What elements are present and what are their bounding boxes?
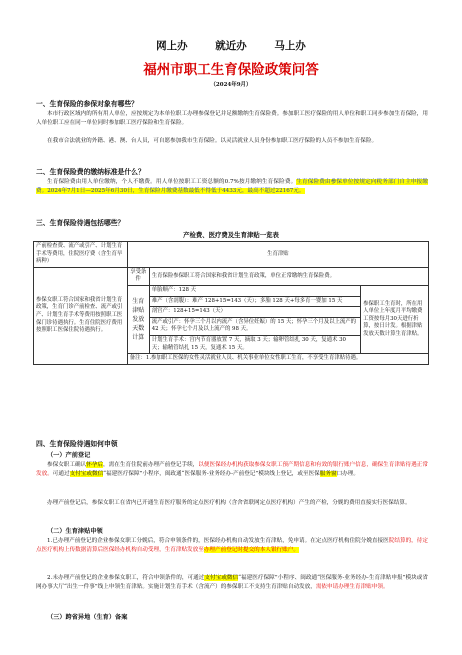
document-date: （2024年9月）: [210, 82, 252, 88]
table-title: 产检费、医疗费及生育津贴一览表: [183, 231, 279, 239]
section-1-heading: 一、生育保险的参保对象有哪些？: [36, 100, 138, 108]
table-cell-enjoy-label: 享受条件: [127, 267, 149, 285]
table-cell-expenses-header: 产前检查费、流产或引产、计划生育手术等费用，住院医疗费（含生育早病种）: [34, 242, 128, 268]
allowance-text-a: 1.已办理产前登记的企业参保女职工分娩后，符合申领条件的，医保经办机构自动发放生育津贴，免申请。在定点医疗机构住院分娩直接医: [47, 538, 389, 544]
section-2-paragraph: [36, 178, 428, 196]
section-4-paragraph-2: 办理产前登记后，参保女职工在省内已开通生育医疗服务的定点医疗机构（含舍省联网定点医疗机构）产生的产检，分娩的费用直接实行医保结算。: [47, 500, 411, 506]
slogan-line: [0, 38, 462, 53]
table-row: [34, 242, 429, 268]
section-4-paragraph-4: [36, 574, 428, 592]
document-title: 福州市职工生育保险政策问答: [143, 62, 319, 78]
allowance-red-text-1: 院结算的，待定点医疗机构上传数据清算后医保经办机构自动受理，生育津贴发放至: [36, 538, 428, 553]
prenatal-red-text: 以便医保经办机构获取参保女职工预产期信息和有效的银行账户信息，确保生育津贴待遇正常发放。: [36, 462, 428, 477]
table-cell-enjoy-text: 生育保险参保职工符合国家和我省计划生育政策，单位正常缴纳生育保险费。: [149, 267, 428, 285]
slogan-nearby: 就近办: [215, 40, 247, 52]
claim-text-a: 2.未办理产前登记的企业参保女职工，符合申领条件的，可通过: [47, 575, 205, 581]
table-cell-days-label: 生育津贴发放天数计算: [127, 285, 149, 353]
table-cell-miscarriage: 流产或引产：怀孕三个月以内流产（含异位妊娠）的 15 天；怀孕三个月及以上流产的 42 天；怀孕七个月及以上流产的 98 天。: [149, 317, 360, 335]
subsection-prenatal-registration: （一）产前登记: [47, 452, 91, 459]
prenatal-text-d: “福建医疗保障”小程序，闽政通“医保服务-业务经办-产前登记”模块线上登记，或至医保: [103, 471, 320, 477]
tax-declaration-highlight: 生育保险费由參保单位按规定向税务部门自主申报缴费。: [36, 179, 428, 194]
section-3-heading: 三、生育保险待遇包括哪些？: [36, 219, 125, 227]
section-4-paragraph-1: [36, 461, 428, 479]
slogan-immediate: 马上办: [274, 40, 306, 52]
claim-text-b: “福建医疗保障”小程序、闽政通“医保服务-业务经办-生育津贴申报”模块或省网办事大厅“出生一件事”线上申领生育津贴。实施计划生育手术（含流产）的参保职工不支持生育津贴自动发放，: [36, 575, 428, 590]
table-cell-caesarean: 剖宫产：128+15=143（天）: [149, 307, 360, 318]
section-4-heading: 四、生育保险待遇如何申领: [36, 440, 118, 448]
slogan-online: 网上办: [156, 40, 188, 52]
benefits-table: [33, 241, 429, 365]
contribution-base-highlight: 2024年7月1日—2025年6月30日，生育保险月缴费基数最低不得低于4433元，最高不超过22167元。: [47, 188, 305, 194]
service-window-highlight: 服务窗: [319, 471, 337, 477]
alipay-wechat-highlight: 支付宝或微信: [69, 471, 104, 477]
table-cell-medical-benefits: 参保女职工符合国家和我省计划生育政策，生育门诊产前检查、流产或引产、计划生育手术等费用按照职工医保门诊待遇执行。生育住院医疗费用按照职工医保住院待遇执行。: [34, 267, 128, 364]
prenatal-text-a: 参保女职工确认: [47, 462, 87, 468]
prenatal-text-b: ，需在生育住院前办理产前登记手续，: [103, 462, 199, 468]
section-2-heading: 二、生育保险费的缴纳标准是什么？: [36, 168, 145, 176]
prenatal-text-c: 可通过: [52, 471, 70, 477]
section-1-paragraph-2: 在我市合法就业的外籍、港、澳、台人员，可自愿参加我市生育保险。以灵活就业人员身份参加职工医疗保险的人员不参加生育保险。: [47, 138, 378, 144]
subsection-allowance-claim: （二）生育津贴申领: [47, 528, 103, 535]
table-cell-family-planning: 计划生育手术：宫内节育器放置 7 天，摘取 3 天；输卵管结扎 30 天，复通术 30 天；输精管结扎 15 天，复通术 15 天。: [149, 335, 360, 353]
table-cell-difficult-birth: 难产（含剖腹）：难产 128+15=143（天）；多胎 128 天+每多育一婴加 15 天: [149, 296, 360, 307]
subsection-cross-province: （三）跨省异地（生育）备案: [47, 614, 128, 621]
section-4-paragraph-3: [36, 537, 428, 555]
alipay-wechat-highlight-2: 支付宝或微信: [204, 575, 239, 581]
table-cell-natural-birth: 单胎顺产：128 天: [149, 285, 360, 296]
section-1-paragraph-1: 本市行政区域内的所有用人单位，应按规定为本单位职工办理参保登记并足额缴纳生育保险费。参加职工医疗保险的用人单位和职工同步参加生育保险，用人单位职工应在同一单位同时参加职工医疗保险和生育保险。: [36, 111, 428, 126]
prenatal-text-e: 口办理。: [336, 471, 359, 477]
table-cell-note: 备注：1.参加职工医保的女性灵活就业人员、机关事业单位女性职工生育，不享受生育津贴待遇。: [127, 354, 428, 365]
claim-red-text: 需依申请办理生育津贴申领。: [315, 584, 389, 590]
after-pregnancy-highlight: 怀孕后: [86, 462, 104, 468]
table-cell-calculation: 参保职工生育时，所在用人单位上年度月平均缴费工资按每月30天进行折算，按日计发。根据津贴发放天数计算生育津贴。: [361, 285, 429, 353]
allowance-red-text-2: 办理产前登记时提交的本人银行账户。: [203, 547, 299, 553]
table-cell-allowance-header: 生育津贴: [127, 242, 428, 268]
table-row: [34, 267, 429, 285]
contribution-text: 生育保险费由用人单位缴纳，个人不缴费。用人单位按职工工资总额的0.7%按月缴纳生育保险费。: [47, 179, 297, 185]
